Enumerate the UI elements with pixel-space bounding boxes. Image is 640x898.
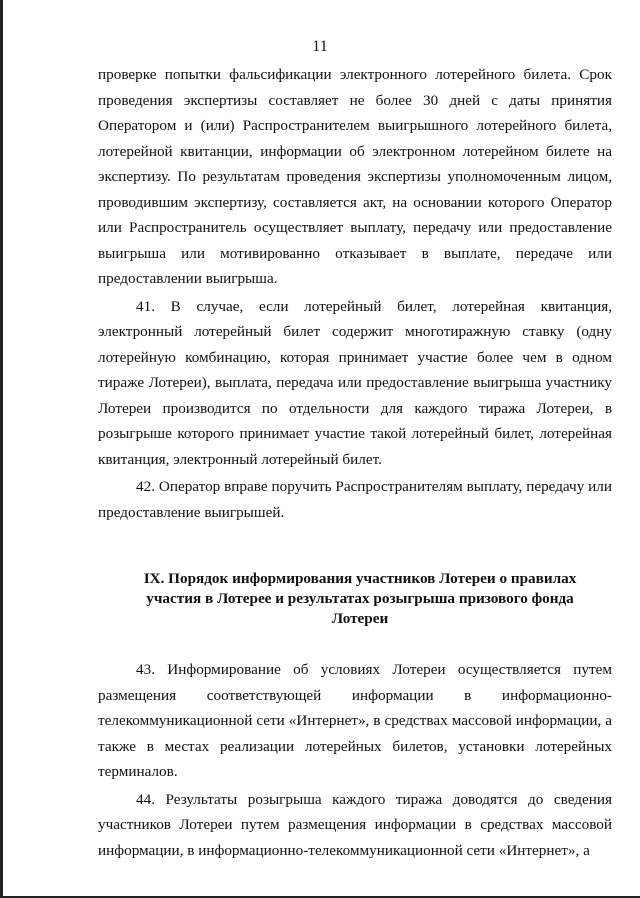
document-body <box>98 62 612 865</box>
page-number: 11 <box>312 38 328 55</box>
section-title: IX. Порядок информирования участников Лотереи о правилах участия в Лотерее и результатах розыгрыша призового фонда Лотереи <box>143 570 577 627</box>
paragraph-continuation: проверке попытки фальсификации электронного лотерейного билета. Срок проведения экспертизы составляет не более 30 дней с даты принятия Оператором и (или) Распространителем выигрышного лотерейного билета, лотерейной квитанции, информации об электронном лотерейном билете на экспертизу. По результатам проведения экспертизы уполномоченным лицом, проводившим экспертизу, составляется акт, на основании которого Оператор или Распространитель осуществляет выплату, передачу или предоставление выигрыша или мотивированно отказывает в выплате, передаче или предоставлении выигрыша. <box>98 66 612 287</box>
paragraph-41: 41. В случае, если лотерейный билет, лотерейная квитанция, электронный лотерейный билет содержит многотиражную ставку (одну лотерейную комбинацию, которая принимает участие более чем в одном тираже Лотереи), выплата, передача или предоставление выигрыша участнику Лотереи производится по отдельности для каждого тиража Лотереи, в розыгрыше которого принимает участие такой лотерейный билет, лотерейная квитанция, электронный лотерейный билет. <box>98 297 612 468</box>
paragraph-42: 42. Оператор вправе поручить Распространителям выплату, передачу или предоставление выигрышей. <box>98 478 612 521</box>
paragraph-43: 43. Информирование об условиях Лотереи осуществляется путем размещения соответствующей информации в информационно-телекоммуникационной сети «Интернет», в средствах массовой информации, а также в местах реализации лотерейных билетов, установки лотерейных терминалов. <box>98 661 612 780</box>
scan-edge-left <box>0 0 3 898</box>
paragraph-44: 44. Результаты розыгрыша каждого тиража доводятся до сведения участников Лотереи путем размещения информации в средствах массовой информации, в информационно-телекоммуникационной сети «Интернет», а <box>98 790 612 859</box>
